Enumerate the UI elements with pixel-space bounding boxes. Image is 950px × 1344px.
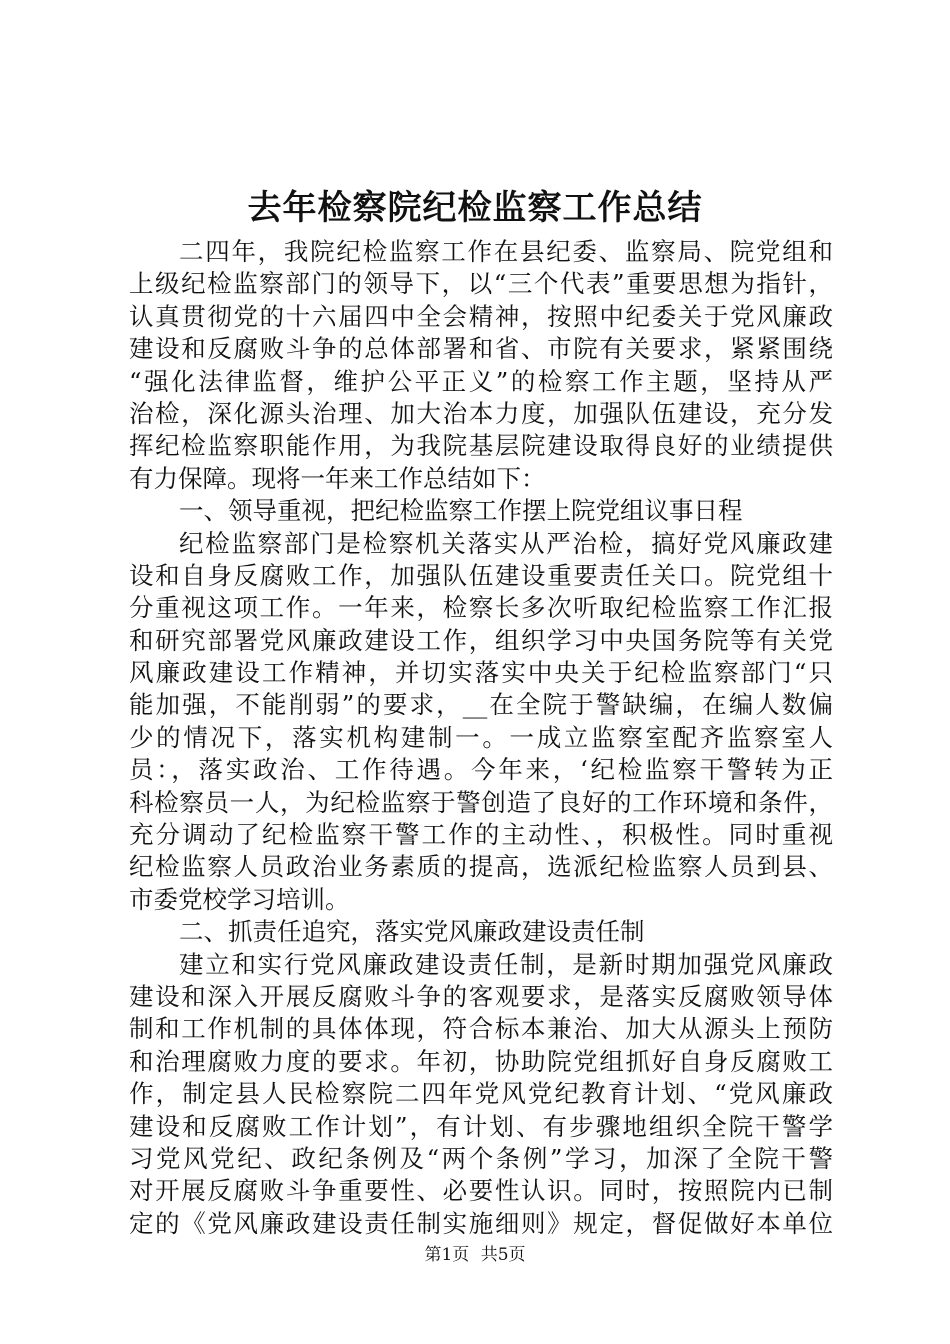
text-line: 充分调动了纪检监察干警工作的主动性、，积极性。同时重视 [129,820,833,850]
document-body [129,236,833,1240]
text-line: 对开展反腐败斗争重要性、必要性认识。同时，按照院内已制 [129,1176,833,1206]
text-line: 有力保障。现将一年来工作总结如下： [129,463,546,493]
text-line: 二四年，我院纪检监察工作在县纪委、监察局、院党组和 [179,237,833,266]
text-line: 员：，落实政治、工作待遇。今年来，‘纪检监察干警转为正 [129,755,833,785]
text-line: 建立和实行党风廉政建设责任制，是新时期加强党风廉政 [179,949,833,979]
text-line: 纪检监察人员政治业务素质的提高，选派纪检监察人员到县、 [129,852,833,882]
text-line: 上级纪检监察部门的领导下，以“三个代表”重要思想为指针， [129,269,833,299]
text-line: 认真贯彻党的十六届四中全会精神，按照中纪委关于党风廉政 [129,301,833,331]
page-footer: 第1页 共5页 [424,1245,526,1265]
text-line: 一、领导重视，把纪检监察工作摆上院党组议事日程 [179,496,743,526]
text-line: 二、抓责任追究，落实党风廉政建设责任制 [179,917,645,947]
document-title: 去年检察院纪检监察工作总结 [247,188,703,228]
text-line: “强化法律监督，维护公平正义”的检察工作主题，坚持从严 [129,366,833,396]
text-line: 市委党校学习培训。 [129,884,350,914]
text-line: 作，制定县人民检察院二四年党风党纪教育计划、“党风廉政 [129,1079,833,1109]
text-line: 建设和反腐败斗争的总体部署和省、市院有关要求，紧紧围绕 [129,334,833,364]
text-line: 建设和深入开展反腐败斗争的客观要求，是落实反腐败领导体 [129,981,833,1011]
text-line: 分重视这项工作。一年来，检察长多次听取纪检监察工作汇报 [129,593,833,623]
text-line: 定的《党风廉政建设责任制实施细则》规定，督促做好本单位 [129,1208,833,1238]
text-line: 纪检监察部门是检察机关落实从严治检，搞好党风廉政建 [179,528,833,558]
text-line: 建设和反腐败工作计划”，有计划、有步骤地组织全院干警学 [129,1111,833,1141]
text-line: 习党风党纪、政纪条例及“两个条例”学习，加深了全院干警 [129,1143,833,1173]
text-line: 和研究部署党风廉政建设工作，组织学习中央国务院等有关党 [129,625,833,655]
text-line: 少的情况下，落实机构建制一。一成立监察室配齐监察室人 [129,722,833,752]
text-line: 治检，深化源头治理、加大治本力度，加强队伍建设，充分发 [129,398,833,428]
text-line: 风廉政建设工作精神，并切实落实中央关于纪检监察部门“只 [129,658,833,688]
text-line: 和治理腐败力度的要求。年初，协助院党组抓好自身反腐败工 [129,1046,833,1076]
text-line: 制和工作机制的具体体现，符合标本兼治、加大从源头上预防 [129,1014,833,1044]
text-line: 能加强，不能削弱”的要求，__在全院于警缺编，在编人数偏 [129,690,833,720]
text-line: 挥纪检监察职能作用，为我院基层院建设取得良好的业绩提供 [129,431,833,461]
text-line: 设和自身反腐败工作，加强队伍建设重要责任关口。院党组十 [129,560,833,590]
text-line: 科检察员一人，为纪检监察于警创造了良好的工作环境和条件， [129,787,833,817]
